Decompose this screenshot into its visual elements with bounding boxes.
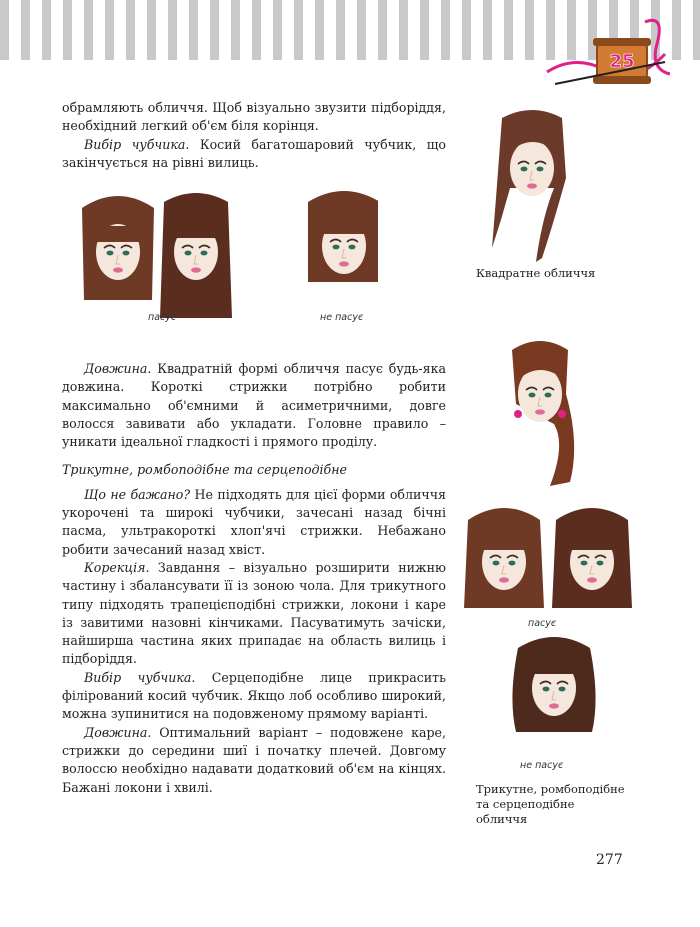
bangs-illustration: [78, 186, 378, 326]
paragraph-4-text: Не підходять для цієї форми обличчя укорочені та широкі чубчики, зачесані назад бічні пасма, ультракороткі хлоп'ячі стрижки. Небажано робити зачесаний назад хвіст.: [62, 486, 447, 557]
term-not-desired: Що не бажано?: [84, 486, 191, 502]
paragraph-3-text: Квадратній формі обличчя пасує будь-яка довжина. Короткі стрижки потрібно робити максимально об'ємними й асиметричними, довге волосся завивати або укладати. Головне правило – уникати ідеальної гладкості і прямого проділу.: [62, 361, 446, 450]
face-suits-2: [160, 193, 232, 318]
chapter-badge: [545, 14, 675, 94]
paragraph-6: [62, 669, 446, 724]
face-suits-1: [82, 196, 154, 300]
paragraph-6-text: Серцеподібне лице прикрасить філірований косий чубчик. Якщо лоб особливо широкий, можна зупинитися на подовженому прямому варіанті.: [62, 669, 446, 722]
caption-not-suits-right: не пасує: [520, 760, 564, 771]
caption-suits: пасує: [148, 312, 177, 323]
caption-suits-right: пасує: [528, 618, 557, 629]
paragraph-1: обрамляють обличчя. Щоб візуально звузити підборіддя, необхідний легкий об'єм біля корінця.: [62, 100, 446, 134]
text-block-middle: [62, 360, 446, 797]
section-heading: Трикутне, ромбоподібне та серцеподібне: [62, 462, 347, 478]
triangle-face-illustration: [496, 336, 592, 488]
term-correction: Корекція.: [84, 559, 150, 575]
caption-not-suits: не пасує: [320, 312, 364, 323]
chapter-number: 25: [609, 51, 635, 72]
term-bang-choice: Вибір чубчика.: [84, 136, 190, 152]
bob-illustration: [460, 508, 636, 616]
face-bob-2: [552, 508, 632, 608]
text-block-top: [62, 99, 446, 172]
term-bang-choice-2: Вибір чубчика.: [84, 669, 196, 685]
face-bob-1: [464, 508, 544, 608]
term-length-2: Довжина.: [84, 724, 152, 740]
paragraph-7: [62, 724, 446, 797]
page-number: 277: [596, 852, 623, 868]
paragraph-7-text: Оптимальний варіант – подовжене каре, стрижки до середини шиї і початку плечей. Довгому волоссю необхідно надавати додатковий об'єм на кінцях. Бажані локони і хвилі.: [62, 724, 446, 795]
paragraph-2-text: Косий багатошаровий чубчик, що закінчується на рівні вилиць.: [62, 136, 446, 170]
face-not-suits: [308, 191, 378, 282]
paragraph-4: [62, 486, 446, 559]
not-suits-face-illustration: [506, 636, 602, 746]
square-face-illustration: [484, 106, 584, 262]
paragraph-3: [62, 360, 446, 451]
caption-triangle-face: Трикутне, ромбоподібне та серцеподібне обличчя: [476, 782, 625, 826]
caption-square-face: Квадратне обличчя: [476, 266, 596, 280]
paragraph-5-text: Завдання – візуально розширити нижню частину і збалансувати її із зоною чола. Для трикутного типу підходять трапецієподібні стрижки, локони і каре із завитими назовні кінчиками. Пасуватимуть зачіски, найширша частина яких припадає на область вилиць і підборіддя.: [62, 559, 446, 667]
paragraph-2: [62, 136, 446, 173]
term-length: Довжина.: [84, 361, 152, 376]
paragraph-5: [62, 559, 446, 669]
